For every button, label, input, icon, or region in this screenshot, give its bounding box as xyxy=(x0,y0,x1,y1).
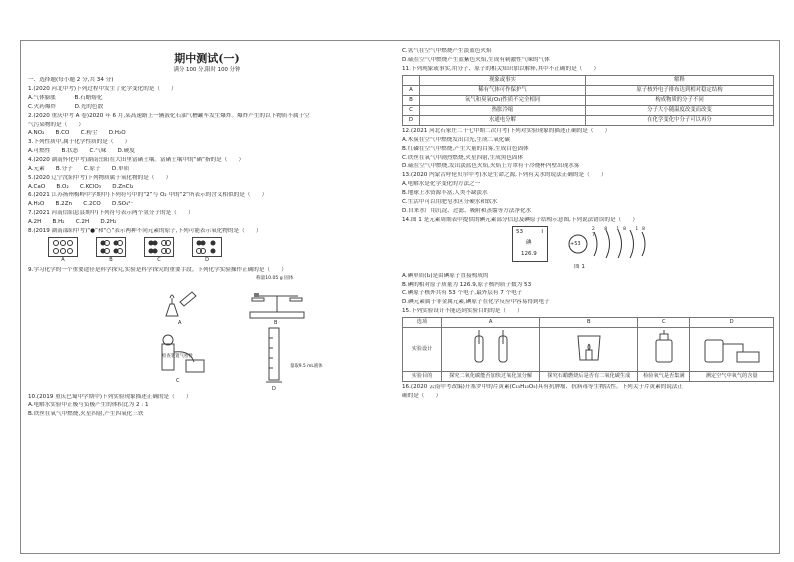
question-10: 10.(2019 重庆巴蜀中学期中)下列实验现象描述正确的是（ ） xyxy=(28,393,192,400)
page-subtitle: 满分 100 分,限时 100 分钟 xyxy=(173,67,241,74)
nucleus-charge: +53 xyxy=(570,240,581,247)
table-cell: 实验设计 xyxy=(403,328,442,372)
q9-text-d: 量取9.5 mL液体 xyxy=(290,363,323,369)
question-15: 15.下列实验设计不能达到实验目的的是（ ） xyxy=(402,308,523,315)
question-3: 3.下列性质中,属于化学性质的是（ ） xyxy=(28,139,131,146)
table-cell: C xyxy=(403,105,420,115)
q11-table xyxy=(402,75,774,126)
question-9: 9.学习化学的一个重要途径是科学探究,实验是科学探究的重要手段。下列化学实验操作正确的是（ ） xyxy=(28,266,287,273)
table-cell: 探究石蜡燃烧后是否有二氧化碳生成 xyxy=(540,372,638,382)
q3-options: A.可燃性 B.状态 C.气味 D.硬度 xyxy=(28,148,135,155)
q14-option-b: B.碘的相对原子质量为 126.9,原子核内质子数为 53 xyxy=(402,281,532,288)
table-cell: 构成物质的分子不同 xyxy=(585,95,773,105)
q12-option-a: A.木炭在空气中燃烧发出白光,生成二氧化碳 xyxy=(402,136,510,143)
q5-options: A.CaO B.O₂ C.KClO₃ D.ZnCl₂ xyxy=(28,183,134,190)
lamp-lighting-illustration xyxy=(156,280,206,320)
question-11: 11.下列现象或事实,用分子、原子的相关知识加以解释,其中不正确的是（ ） xyxy=(402,65,600,72)
q9-figures xyxy=(28,276,386,394)
q10-option-a: A.电解水实验中正极与负极产生的体积比为 2 : 1 xyxy=(28,402,149,409)
q8-label-a: A xyxy=(61,257,65,264)
graduated-cylinder-illustration xyxy=(260,326,290,386)
question-13: 13.(2020 内蒙古呼伦贝尔中考)水是生命之源,下列有关水的说法正确的是（ ） xyxy=(402,172,607,179)
table-cell: 原子核外电子排布达到相对稳定结构 xyxy=(585,85,773,95)
q2-options: A.NO₂ B.CO C.粉尘 D.H₂O xyxy=(28,130,126,137)
molecule-diagram-b xyxy=(96,237,126,257)
table-cell: A xyxy=(403,85,420,95)
table-row xyxy=(403,328,774,372)
table-cell: 探究二氧化碳能否加快过氧化氢分解 xyxy=(442,372,540,382)
q1-option-c: C.火药爆炸 xyxy=(28,103,57,110)
table-row xyxy=(403,85,774,95)
left-column xyxy=(28,48,386,420)
section-1-heading: 一、选择题(每小题 2 分,共 34 分) xyxy=(28,77,114,84)
q12-option-b: B.红磷在空气中燃烧,产生大量的白雾,生成白色固体 xyxy=(402,145,529,152)
q8-label-d: D xyxy=(205,257,209,264)
table-cell: 选项 xyxy=(403,318,442,328)
element-name: 碘 xyxy=(526,239,532,246)
q1-options-row2 xyxy=(28,104,386,111)
table-cell: B xyxy=(540,318,638,328)
q14-option-a: A.碘单质(I₂)是由碘原子直接构成的 xyxy=(402,272,489,279)
question-14: 14.图 1 是元素周期表中提供的碘元素部分信息及碘原子结构示意图,下列说法错误的是（ ） xyxy=(402,216,638,223)
candle-beaker-diagram xyxy=(564,330,614,366)
page-title: 期中测试(一) xyxy=(174,52,240,65)
q1-option-d: D.光的色散 xyxy=(74,103,104,110)
question-16-line1: 16.(2020 云南中考改编)开塞罗中的芹黄素(C₁₅H₁₀O₅)具有抗肿瘤、抗病毒等生物活性。下列关于芹黄素的说法正 xyxy=(402,383,684,390)
question-7: 7.(2021 河南信阳息县期中)下列符号表示两个氢分子的是（ ） xyxy=(28,210,194,217)
q13-option-c: C.生活中可以用肥皂水区分硬水和软水 xyxy=(402,198,498,205)
q10-option-d: D.硫在空气中燃烧产生蓝紫色火焰,生成有刺激性气味的气体 xyxy=(402,56,550,63)
right-column xyxy=(402,48,774,402)
molecule-diagram-c xyxy=(144,237,174,257)
question-12: 12.(2021 河北石家庄二十七中期二次月考)下列对实验现象的描述正确的是（ ） xyxy=(402,127,611,134)
q4-options: A.元素 B.分子 C.原子 D.单质 xyxy=(28,165,130,172)
q12-option-d: D.硫在空气中燃烧,发出淡蓝色火焰,火焰上方罩有干冷烧杯内壁出现水雾 xyxy=(402,163,580,170)
q8-figures xyxy=(48,237,386,264)
q8-figure-b xyxy=(96,237,126,264)
table-cell xyxy=(690,328,774,372)
q14-figure-caption: 图 1 xyxy=(574,263,585,270)
table-cell xyxy=(638,328,690,372)
q1-options-row1 xyxy=(28,95,386,102)
iodine-element-cell xyxy=(512,226,548,262)
electron-shells: 2 8 18 18 7 xyxy=(592,226,649,238)
q14-figure xyxy=(512,226,774,262)
table-cell xyxy=(540,328,638,372)
atomic-mass: 126.9 xyxy=(521,250,537,257)
table-row xyxy=(403,95,774,105)
molecule-diagram-d xyxy=(192,237,222,257)
question-4: 4.(2020 湖南怀化中考)湖南岳阳在大田里富硒土壤。富硒土壤中的“硒”指的是（ ） xyxy=(28,157,245,164)
table-cell: B xyxy=(403,95,420,105)
q8-label-b: B xyxy=(109,257,113,264)
q10-option-c: C.氢气在空气中燃烧产生淡蓝色火焰 xyxy=(402,48,492,54)
q9-text-c: 检查装置气密性 xyxy=(162,353,193,359)
oxygen-content-apparatus-diagram xyxy=(697,330,767,366)
question-16-line2: 确的是（ ） xyxy=(402,392,442,399)
gas-bottle-diagram xyxy=(644,330,684,366)
q8-label-c: C xyxy=(157,257,161,264)
q14-option-d: D.碘元素属于非金属元素,碘原子在化学反应中容易得到电子 xyxy=(402,299,550,306)
q8-figure-c xyxy=(144,237,174,264)
table-cell: 在化学变化中分子可以再分 xyxy=(585,115,773,125)
table-row xyxy=(403,372,774,382)
q14-option-c: C.碘原子核外共有 53 个电子,最外层有 7 个电子 xyxy=(402,290,523,297)
q13-option-b: B.地球上水资源丰富,人类不缺淡水 xyxy=(402,190,488,196)
q7-options: A.2H B.H₂ C.2H D.2H₂ xyxy=(28,219,117,226)
table-cell: 现象或事实 xyxy=(420,75,586,85)
table-cell: 热胀冷缩 xyxy=(420,105,586,115)
question-8: 8.(2019 湖南邵阳中考)“●”和“○”表示两种不同元素的原子,下列可能表示氧化物的是（ ） xyxy=(28,227,262,234)
q9-label-b: B xyxy=(274,319,278,326)
q15-table xyxy=(402,317,774,382)
q11-table-header xyxy=(403,75,774,85)
q8-figure-d xyxy=(192,237,222,264)
table-cell: 解释 xyxy=(585,75,773,85)
table-cell: 分子大小随温度改变而改变 xyxy=(585,105,773,115)
q8-figure-a xyxy=(48,237,78,264)
atom-structure-diagram xyxy=(566,227,656,261)
q9-label-c: C xyxy=(176,377,180,384)
table-cell xyxy=(403,75,420,85)
q9-label-d: D xyxy=(272,385,276,392)
question-1: 1.(2020 河北中考)下列过程中发生了化学变化的是（ ） xyxy=(28,86,177,93)
question-6: 6.(2021 江苏扬州梅岭中学期中)下列符号中的“2”与 O₂ 中的“2”所表示的含义相似的是（ ） xyxy=(28,192,268,199)
q1-option-b: B.石蜡熔化 xyxy=(74,95,103,102)
question-5: 5.(2020 辽宁沈阳中考)下列物质属于氧化物的是（ ） xyxy=(28,174,172,181)
table-cell: A xyxy=(442,318,540,328)
table-cell xyxy=(442,328,540,372)
test-tubes-diagram xyxy=(461,330,521,366)
table-cell: 水通电分解 xyxy=(420,115,586,125)
table-row xyxy=(403,105,774,115)
q6-options: A.H₂O B.2Zn C.2CO D.SO₄²⁻ xyxy=(28,201,134,208)
q12-option-c: C.铁丝在氧气中剧烈燃烧,火星四射,生成黑色固体 xyxy=(402,154,524,161)
table-cell: 测定空气中氧气的含量 xyxy=(690,372,774,382)
q15-table-header xyxy=(403,318,774,328)
q9-label-a: A xyxy=(178,319,182,326)
table-row xyxy=(403,115,774,125)
table-cell: D xyxy=(403,115,420,125)
table-cell: 氧气和臭氧(O₃)性质不完全相同 xyxy=(420,95,586,105)
atomic-number: 53 xyxy=(516,228,523,235)
table-cell: C xyxy=(638,318,690,328)
element-symbol: I xyxy=(541,228,543,235)
q13-option-a: A.电解水是化学变化的方法之一 xyxy=(402,181,481,188)
q1-option-a: A.气体膨胀 xyxy=(28,95,56,102)
table-cell: 稀有气体可作保护气 xyxy=(420,85,586,95)
question-2-line2: 气污染物的是（ ） xyxy=(28,121,84,128)
q9-text-b: 称量10.05 g 固体 xyxy=(256,275,294,281)
table-cell: 实验目的 xyxy=(403,372,442,382)
balance-scale-illustration xyxy=(242,284,312,320)
table-cell: D xyxy=(690,318,774,328)
q10-option-b: B.铁丝在氧气中燃烧,火星四射,产生四氧化三铁 xyxy=(28,411,144,418)
molecule-diagram-a xyxy=(48,237,78,257)
q13-option-d: D.自来水厂用沉淀、过滤、吸附和蒸馏等方法净化水 xyxy=(402,207,532,214)
table-cell: 检验氧气是否集满 xyxy=(638,372,690,382)
question-2-line1: 2.(2020 重庆中考 A 卷)2020 年 6 月,某高速路上一辆液化石油气槽罐车发生爆炸。爆炸产生的以下物质不属于空 xyxy=(28,112,310,119)
